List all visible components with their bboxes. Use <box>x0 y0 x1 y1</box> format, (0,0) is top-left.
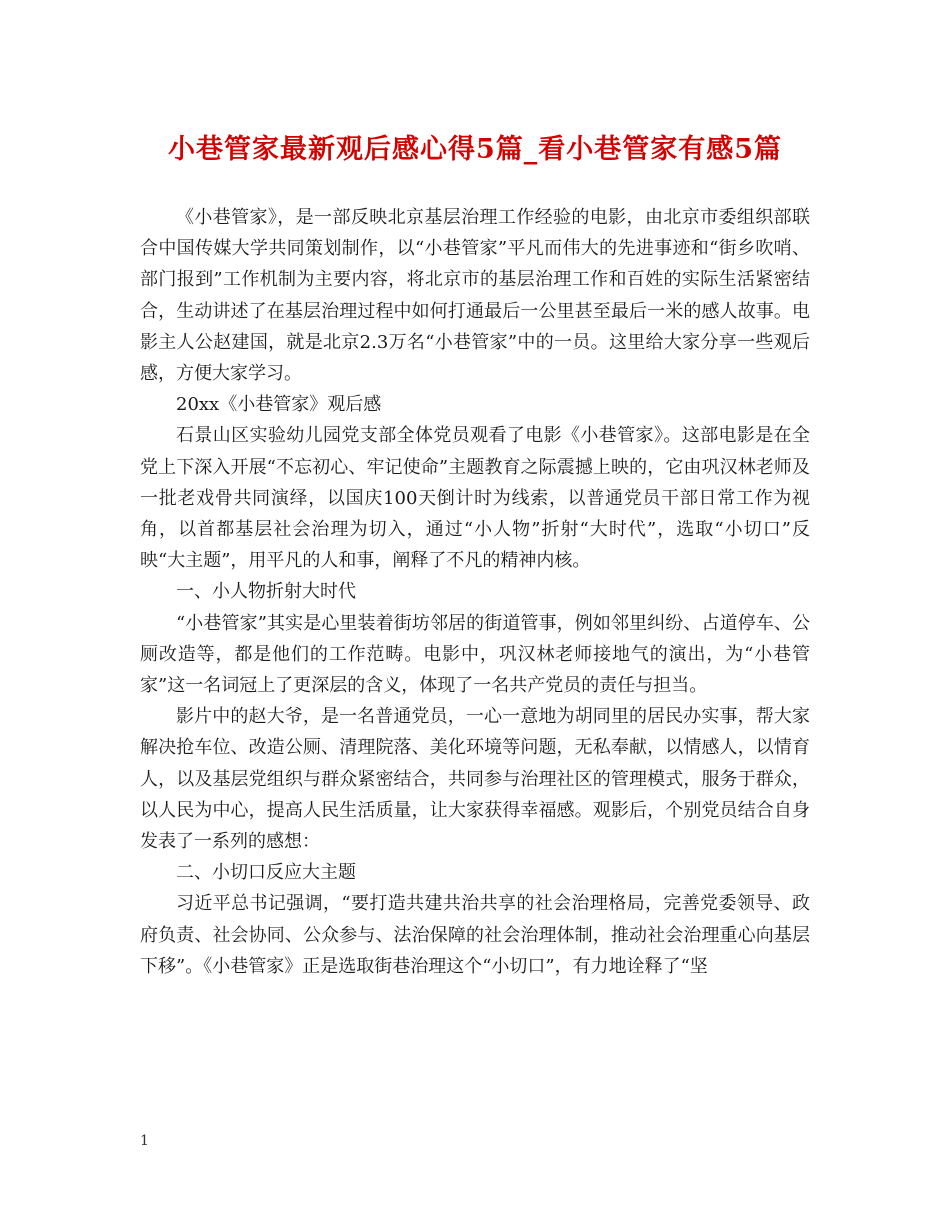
paragraph-subtitle: 20xx《小巷管家》观后感 <box>176 394 382 416</box>
paragraph-overview: 石景山区实验幼儿园党支部全体党员观看了电影《小巷管家》。这部电影是在全党上下深入开展“不忘初心、牢记使命”主题教育之际震撼上映的，它由巩汉林老师及一批老戏骨共同演绎，以国庆100天倒计时为线索，以普通党员干部日常工作为视角，以首都基层社会治理为切入，通过“小人物”折射“大时代”，选取“小切口”反映“大主题”，用平凡的人和事，阐释了不凡的精神内核。 <box>140 425 810 572</box>
paragraph-section-1a: “小巷管家”其实是心里装着街坊邻居的街道管事，例如邻里纠纷、占道停车、公厕改造等，都是他们的工作范畴。电影中，巩汉林老师接地气的演出，为“小巷管家”这一名词冠上了更深层的含义，体现了一名共产党员的责任与担当。 <box>140 612 810 697</box>
page-number: 1 <box>140 1133 149 1149</box>
section-heading-2: 二、小切口反应大主题 <box>176 862 356 884</box>
section-heading-1: 一、小人物折射大时代 <box>176 581 356 603</box>
paragraph-intro: 《小巷管家》，是一部反映北京基层治理工作经验的电影，由北京市委组织部联合中国传媒大学共同策划制作，以“小巷管家”平凡而伟大的先进事迹和“街乡吹哨、部门报到”工作机制为主要内容，将北京市的基层治理工作和百姓的实际生活紧密结合，生动讲述了在基层治理过程中如何打通最后一公里甚至最后一米的感人故事。电影主人公赵建国，就是北京2.3万名“小巷管家”中的一员。这里给大家分享一些观后感，方便大家学习。 <box>140 207 810 385</box>
paragraph-section-2a: 习近平总书记强调，“要打造共建共治共享的社会治理格局，完善党委领导、政府负责、社会协同、公众参与、法治保障的社会治理体制，推动社会治理重心向基层下移”。《小巷管家》正是选取街巷治理这个“小切口”，有力地诠释了“坚 <box>140 893 810 977</box>
paragraph-section-1b: 影片中的赵大爷，是一名普通党员，一心一意地为胡同里的居民办实事，帮大家解决抢车位、改造公厕、清理院落、美化环境等问题，无私奉献，以情感人，以情育人，以及基层党组织与群众紧密结合，共同参与治理社区的管理模式，服务于群众，以人民为中心，提高人民生活质量，让大家获得幸福感。观影后，个别党员结合自身发表了一系列的感想： <box>140 706 810 853</box>
document-body <box>140 202 810 982</box>
document-title: 小巷管家最新观后感心得5篇_看小巷管家有感5篇 <box>167 134 783 165</box>
